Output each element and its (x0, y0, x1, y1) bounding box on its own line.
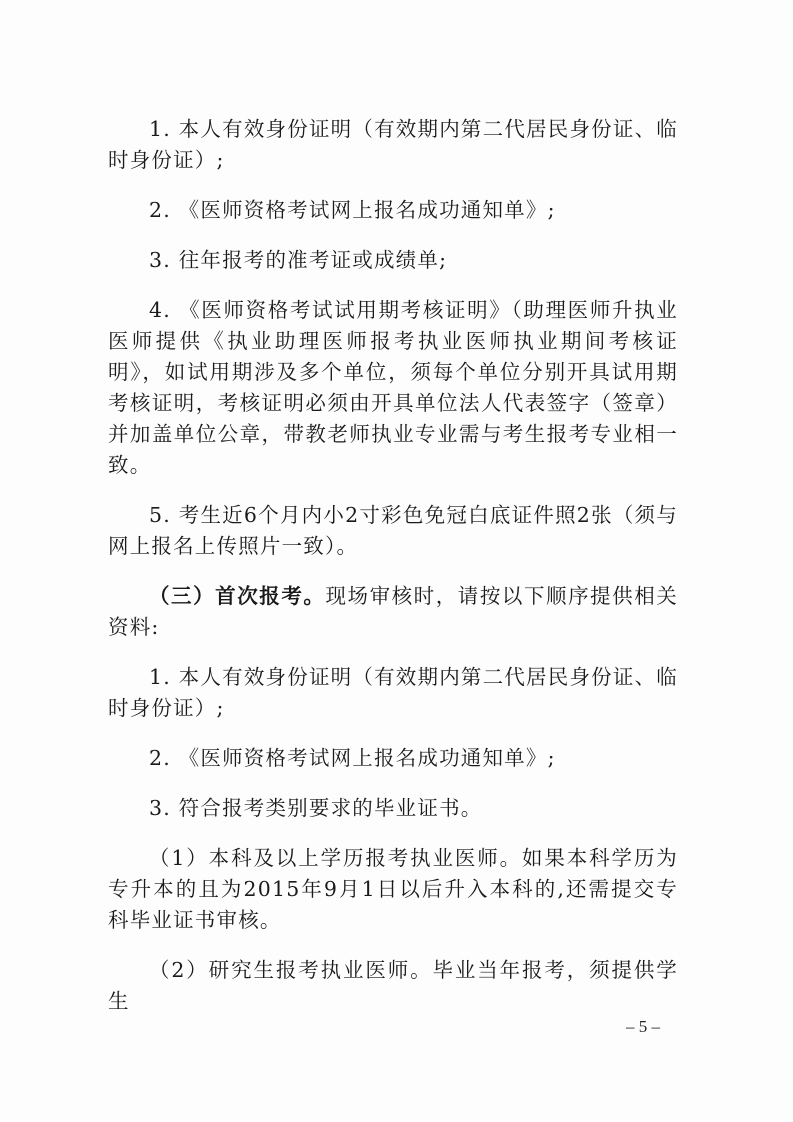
section-heading: （三）首次报考。 (149, 584, 326, 608)
paragraph-admission-ticket: 3. 往年报考的准考证或成绩单; (149, 248, 448, 272)
paragraph-id-proof-2: 1. 本人有效身份证明（有效期内第二代居民身份证、临时身份证）; (108, 665, 678, 720)
paragraph-id-proof: 1. 本人有效身份证明（有效期内第二代居民身份证、临时身份证）; (108, 117, 678, 172)
paragraph-probation-certificate: 4. 《医师资格考试试用期考核证明》（助理医师升执业医师提供《执业助理医师报考执业医师执业期间考核证明》，如试用期涉及多个单位，须每个单位分别开具试用期考核证明，考核证明必须由开具单位法人代表签字（签章）并加盖单位公章，带教老师执业专业需与考生报考专业相一致。 (108, 298, 678, 477)
document-body (108, 114, 678, 1036)
paragraph-photo: 5. 考生近6个月内小2寸彩色免冠白底证件照2张（须与网上报名上传照片一致）。 (108, 503, 678, 558)
paragraph-registration-notice-2: 2. 《医师资格考试网上报名成功通知单》; (149, 746, 556, 770)
paragraph-first-time-heading (108, 581, 678, 643)
paragraph-postgraduate: （2）研究生报考执业医师。毕业当年报考，须提供学生 (108, 958, 678, 1013)
paragraph-undergraduate: （1）本科及以上学历报考执业医师。如果本科学历为专升本的且为2015年9月1日以后升入本科的,还需提交专科毕业证书审核。 (108, 846, 678, 932)
paragraph-diploma: 3. 符合报考类别要求的毕业证书。 (149, 796, 483, 820)
page-number: – 5 – (626, 1017, 660, 1036)
section-heading-text: 现场审核时，请按以下顺序提供相关资料: (108, 584, 678, 639)
paragraph-registration-notice: 2. 《医师资格考试网上报名成功通知单》; (149, 198, 556, 222)
